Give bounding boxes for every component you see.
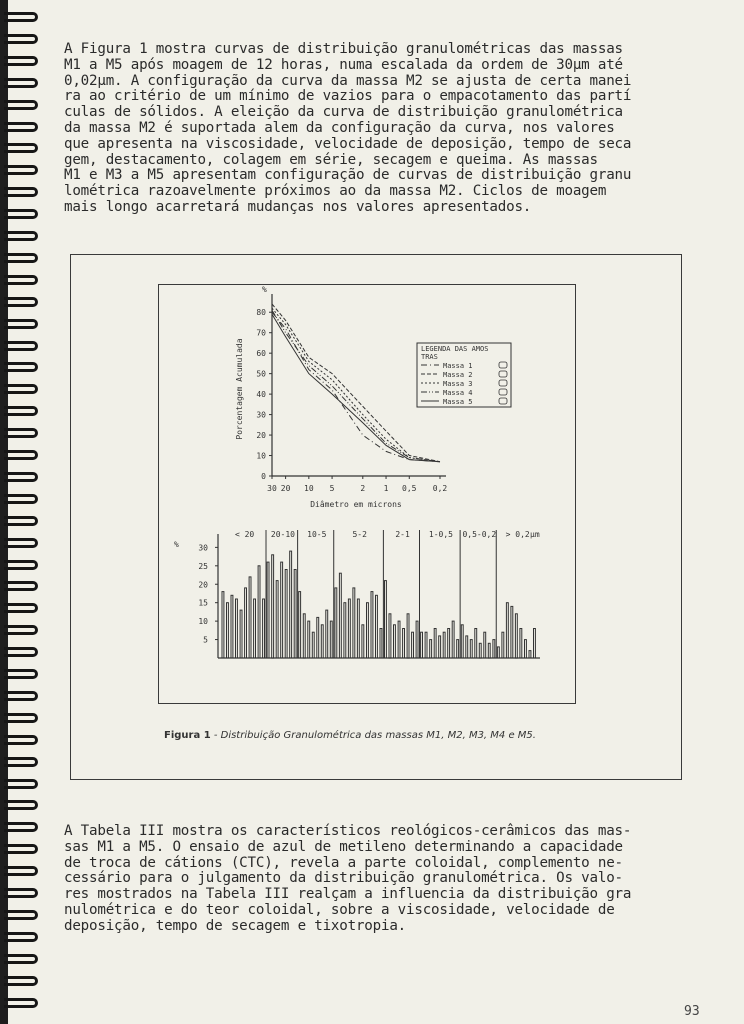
bar: [434, 629, 436, 659]
bar: [308, 621, 310, 658]
legend-title-line2: TRAS: [421, 353, 438, 361]
legend-entry-5: Massa 5: [443, 398, 473, 406]
line-y-tick-label: 40: [256, 390, 266, 400]
bar: [222, 592, 224, 658]
bar: [326, 610, 328, 658]
bar: [394, 625, 396, 658]
bar-group-label: 5-2: [352, 530, 367, 539]
bar: [371, 592, 373, 658]
bar: [389, 614, 391, 658]
bar-y-tick-label: 15: [198, 598, 208, 608]
bar: [339, 573, 341, 658]
bar: [285, 570, 287, 659]
bar: [348, 599, 350, 658]
bar: [452, 621, 454, 658]
bar-y-tick-label: 10: [198, 617, 208, 627]
bar-y-tick-label: 30: [198, 543, 208, 553]
bar: [412, 632, 414, 658]
bar: [515, 614, 517, 658]
bar: [461, 625, 463, 658]
line-x-tick-label: 0,2: [432, 484, 448, 493]
bar: [357, 599, 359, 658]
bar: [425, 632, 427, 658]
bar: [470, 640, 472, 658]
line-series-2: [272, 304, 440, 462]
bar: [267, 562, 269, 658]
bar: [484, 632, 486, 658]
bar: [403, 629, 405, 659]
figure-caption-text: - Distribuição Granulométrica das massas M1, M2, M3, M4 e M5.: [210, 730, 536, 741]
line-x-axis-label: Diâmetro em microns: [310, 500, 402, 509]
legend-marker-5: [499, 398, 507, 404]
bar: [299, 592, 301, 658]
line-series-4: [272, 310, 440, 462]
legend-entry-2: Massa 2: [443, 371, 473, 379]
bar: [231, 595, 233, 658]
line-y-tick-label: 10: [256, 451, 266, 461]
bar-group-label: 10-5: [307, 530, 327, 539]
bar: [245, 588, 247, 658]
bar: [407, 614, 409, 658]
bar-y-tick-label: 25: [198, 561, 208, 571]
line-series-3: [272, 308, 440, 462]
bar: [380, 629, 382, 659]
bar-y-tick-label: 20: [198, 580, 208, 590]
line-series-5: [272, 314, 440, 461]
line-y-tick-label: 20: [256, 431, 266, 441]
bar-x-unit-label: µm: [530, 530, 540, 539]
bar: [344, 603, 346, 658]
page-number: 93: [684, 1004, 700, 1019]
figure-caption-label: Figura 1: [164, 730, 211, 741]
line-y-tick-label: 0: [261, 472, 266, 481]
line-series-1: [272, 312, 440, 462]
bar: [362, 625, 364, 658]
bar: [511, 606, 513, 658]
legend-marker-2: [499, 371, 507, 377]
line-y-tick-label: 60: [256, 349, 266, 359]
legend-entry-1: Massa 1: [443, 362, 473, 370]
legend-marker-3: [499, 380, 507, 386]
bar-group-label: > 0,2: [505, 530, 530, 539]
bar: [312, 632, 314, 658]
bar-group-label: 2-1: [395, 530, 410, 539]
line-x-tick-label: 20: [280, 484, 291, 493]
bar: [272, 555, 274, 658]
bar: [488, 643, 490, 658]
line-y-tick-label: 50: [256, 369, 266, 379]
bar: [448, 629, 450, 659]
bar: [430, 640, 432, 658]
bar: [479, 643, 481, 658]
legend-marker-4: [499, 389, 507, 395]
bar: [376, 595, 378, 658]
bar-group-label: < 20: [234, 530, 255, 539]
bar: [240, 610, 242, 658]
intro-paragraph: A Figura 1 mostra curvas de distribuição granulométricas das massas M1 a M5 após moagem de 12 horas, numa escalada da ordem de 30µm até 0,02µm. A configuração da curva da massa M2 se ajusta de certa manei ra ao critério de um mínimo de vazios para o empacotamento das partí culas de sólidos. A eleição da curva de distribuição granulométrica da massa M2 é suportada alem da configuração da curva, nos valores que apresenta na viscosidade, velocidade de deposição, tempo de seca gem, destacamento, colagem em série, secagem e queima. As massas M1 e M3 a M5 apresentam configuração de curvas de distribuição granu lométrica razoavelmente próximos ao da massa M2. Ciclos de moagem mais longo acarretará mudanças nos valores apresentados.: [64, 41, 632, 215]
bar: [254, 599, 256, 658]
bar: [290, 551, 292, 658]
bar: [506, 603, 508, 658]
bar: [466, 636, 468, 658]
legend-title: LEGENDA DAS AMOS: [421, 345, 489, 353]
bar: [525, 640, 527, 658]
bar: [294, 570, 296, 659]
bar: [421, 632, 423, 658]
bar: [493, 640, 495, 658]
bar: [227, 603, 229, 658]
legend-marker-1: [499, 362, 507, 368]
line-x-tick-label: 10: [304, 484, 314, 493]
bar: [330, 621, 332, 658]
bar: [439, 636, 441, 658]
bar: [303, 614, 305, 658]
bar: [367, 603, 369, 658]
bar: [520, 629, 522, 659]
bar: [398, 621, 400, 658]
bar: [497, 647, 499, 658]
bar-group-label: 0,5-0,2: [462, 530, 497, 539]
figure-caption: [164, 730, 664, 741]
legend-entry-3: Massa 3: [443, 380, 473, 388]
bar: [263, 599, 265, 658]
bar: [317, 617, 319, 658]
bar: [281, 562, 283, 658]
bar-group-label: 20-10: [270, 530, 295, 539]
bar: [457, 640, 459, 658]
line-x-tick-label: 5: [329, 484, 335, 493]
bar: [416, 621, 418, 658]
bar: [236, 599, 238, 658]
bar: [249, 577, 251, 658]
bar-y-unit-label: %: [174, 540, 179, 549]
bar: [276, 581, 278, 658]
bar: [534, 629, 536, 659]
bar: [502, 632, 504, 658]
bar: [443, 632, 445, 658]
line-y-unit-label: %: [262, 285, 267, 294]
line-y-tick-label: 80: [256, 308, 266, 318]
bar-group-label: 1-0,5: [428, 530, 453, 539]
bar: [321, 625, 323, 658]
legend-entry-4: Massa 4: [443, 389, 473, 397]
bar-y-tick-label: 5: [203, 635, 208, 645]
bar: [258, 566, 260, 658]
bar: [335, 588, 337, 658]
bar: [353, 588, 355, 658]
bar: [475, 629, 477, 659]
line-x-tick-label: 30: [267, 484, 277, 493]
table-iii-paragraph: A Tabela III mostra os característicos reológicos-cerâmicos das mas- sas M1 a M5. O ensaio de azul de metileno determinando a capacidade de troca de cátions (CTC), revela a parte coloidal, complemento ne- cessário para o julgamento da distribuição granulométrica. Os valo- res mostrados na Tabela III realçam a influencia da distribuição gra nulométrica e do teor coloidal, sobre a viscosidade, velocidade de deposição, tempo de secagem e tixotropia.: [64, 823, 632, 934]
line-x-tick-label: 2: [360, 484, 366, 493]
line-y-axis-label: Porcentagem Acumulada: [235, 338, 244, 440]
bar: [385, 581, 387, 658]
line-y-tick-label: 30: [256, 410, 266, 420]
line-x-tick-label: 0,5: [402, 484, 417, 493]
line-y-tick-label: 70: [256, 328, 266, 338]
bar: [529, 651, 531, 658]
line-x-tick-label: 1: [383, 484, 389, 493]
